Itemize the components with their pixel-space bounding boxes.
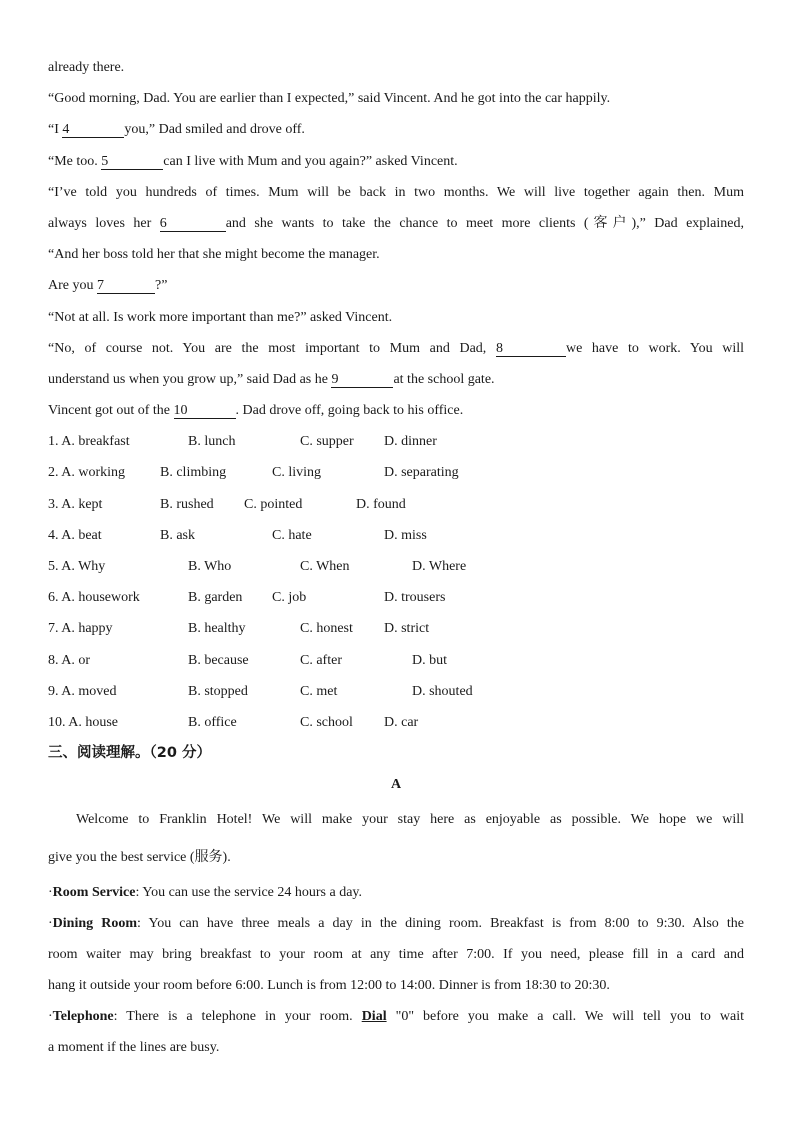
story-line-2: “Good morning, Dad. You are earlier than I expected,” said Vincent. And he got into the car happily.	[48, 91, 611, 107]
story-line-5: “I’ve told you hundreds of times. Mum will be back in two months. We will live together again then. Mum	[48, 184, 744, 200]
story-line-11: understand us when you grow up,” said Dad as he 9 at the school gate.	[48, 371, 495, 387]
dining-line-2: room waiter may bring breakfast to your room at any time after 7:00. If you need, please fill in a card and	[48, 946, 744, 962]
option-d[interactable]: D. shouted	[412, 683, 473, 699]
option-b[interactable]: B. lunch	[188, 434, 236, 450]
option-d[interactable]: D. miss	[384, 527, 427, 543]
option-d[interactable]: D. found	[356, 496, 406, 512]
option-c[interactable]: C. school	[300, 714, 353, 730]
option-a[interactable]: 5. A. Why	[48, 559, 106, 574]
option-a[interactable]: 8. A. or	[48, 652, 90, 668]
question-3	[48, 489, 744, 520]
question-7	[48, 613, 744, 644]
question-2	[48, 457, 744, 488]
option-c[interactable]: C. honest	[300, 621, 353, 637]
option-a[interactable]: 7. A. happy	[48, 621, 113, 637]
blank-9[interactable]: 9	[331, 372, 393, 388]
option-a[interactable]: 9. A. moved	[48, 683, 117, 699]
intro-line-2: give you the best service (服务).	[48, 849, 231, 865]
option-b[interactable]: B. ask	[160, 527, 195, 543]
option-c[interactable]: C. hate	[272, 527, 312, 543]
blank-4[interactable]: 4	[62, 122, 124, 138]
bullet: ·	[48, 1009, 53, 1025]
option-d[interactable]: D. car	[384, 714, 419, 730]
option-c[interactable]: C. met	[300, 683, 338, 699]
telephone-line-1: ·Telephone: There is a telephone in your room. Dial "0" before you make a call. We will tell you to wait	[48, 1009, 744, 1025]
room-service-label: Room Service	[52, 884, 136, 900]
telephone-label: Telephone	[52, 1009, 114, 1025]
telephone-line-2: a moment if the lines are busy.	[48, 1040, 220, 1056]
section-heading: 三、阅读理解。（20 分）	[48, 745, 211, 762]
option-b[interactable]: B. Who	[188, 559, 232, 574]
question-4	[48, 520, 744, 551]
story-line-4: “Me too. 5 can I live with Mum and you again?” asked Vincent.	[48, 153, 458, 169]
option-b[interactable]: B. because	[188, 652, 249, 668]
option-a[interactable]: 1. A. breakfast	[48, 434, 130, 450]
question-5	[48, 551, 744, 582]
bullet: ·	[48, 884, 53, 900]
option-c[interactable]: C. supper	[300, 434, 354, 450]
story-line-8: Are you 7 ?”	[48, 278, 168, 294]
option-a[interactable]: 4. A. beat	[48, 527, 102, 543]
story-line-1: already there.	[48, 60, 125, 75]
option-b[interactable]: B. garden	[188, 590, 243, 606]
question-9	[48, 676, 744, 707]
option-a[interactable]: 3. A. kept	[48, 496, 103, 512]
option-c[interactable]: C. When	[300, 559, 350, 574]
story-line-12: Vincent got out of the 10 . Dad drove off, going back to his office.	[48, 403, 464, 419]
question-1	[48, 426, 744, 457]
option-a[interactable]: 6. A. housework	[48, 590, 140, 606]
story-line-10: “No, of course not. You are the most important to Mum and Dad, 8 we have to work. You will	[48, 340, 744, 356]
option-d[interactable]: D. strict	[384, 621, 430, 637]
dial-word: Dial	[361, 1009, 387, 1025]
option-c[interactable]: C. pointed	[244, 496, 303, 512]
option-b[interactable]: B. stopped	[188, 683, 248, 699]
option-d[interactable]: D. trousers	[384, 590, 446, 606]
dining-room-label: Dining Room	[52, 915, 138, 931]
blank-8[interactable]: 8	[496, 341, 566, 357]
option-d[interactable]: D. dinner	[384, 434, 437, 450]
option-b[interactable]: B. healthy	[188, 621, 246, 637]
option-d[interactable]: D. Where	[412, 559, 467, 574]
blank-6[interactable]: 6	[160, 216, 226, 232]
bullet: ·	[48, 915, 53, 931]
blank-5[interactable]: 5	[101, 154, 163, 170]
story-line-3: “I 4 you,” Dad smiled and drove off.	[48, 122, 305, 138]
option-c[interactable]: C. after	[300, 652, 342, 668]
story-line-9: “Not at all. Is work more important than me?” asked Vincent.	[48, 309, 393, 325]
question-8	[48, 645, 744, 676]
option-c[interactable]: C. living	[272, 465, 322, 481]
option-b[interactable]: B. office	[188, 714, 237, 730]
room-service-line: ·Room Service: You can use the service 24 hours a day.	[48, 884, 363, 900]
story-line-7: “And her boss told her that she might become the manager.	[48, 247, 380, 263]
blank-7[interactable]: 7	[97, 278, 155, 294]
dining-line-1: ·Dining Room: You can have three meals a day in the dining room. Breakfast is from 8:00 to 9:30. Also the	[48, 915, 744, 931]
question-6	[48, 582, 744, 613]
dining-line-3: hang it outside your room before 6:00. Lunch is from 12:00 to 14:00. Dinner is from 18:30 to 20:30.	[48, 978, 610, 994]
option-b[interactable]: B. rushed	[160, 496, 214, 512]
question-10	[48, 707, 744, 738]
option-d[interactable]: D. separating	[384, 465, 459, 481]
blank-10[interactable]: 10	[174, 403, 236, 419]
document-page	[48, 52, 744, 1064]
option-a[interactable]: 10. A. house	[48, 714, 118, 730]
option-c[interactable]: C. job	[272, 590, 307, 606]
option-a[interactable]: 2. A. working	[48, 465, 125, 481]
option-d[interactable]: D. but	[412, 652, 447, 668]
passage-label: A	[390, 777, 402, 793]
story-line-6: always loves her 6 and she wants to take the chance to meet more clients (客户),” Dad explained,	[48, 215, 744, 231]
option-b[interactable]: B. climbing	[160, 465, 227, 481]
intro-line-1: Welcome to Franklin Hotel! We will make your stay here as enjoyable as possible. We hope we will	[76, 811, 744, 827]
